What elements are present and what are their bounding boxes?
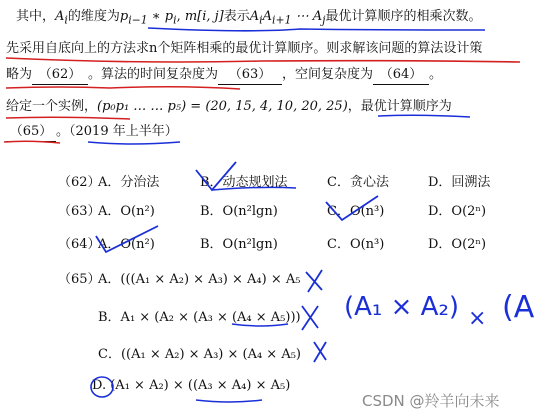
underline-blue-year — [88, 142, 180, 144]
problem-line-2: 略为 （62） 。算法的时间复杂度为 （63） ，空间复杂度为 （64） 。 — [6, 66, 442, 85]
cross-q65a — [306, 270, 322, 292]
q64-option-a[interactable]: A．O(n²) — [98, 237, 155, 252]
matrix-var: $A_i$ — [55, 9, 68, 27]
underline-red-3 — [6, 117, 130, 119]
q65-option-a[interactable]: A．(((A₁ × A₂) × A₃) × A₄) × A₅ — [98, 272, 301, 287]
source-note: 。（2019 年上半年） — [56, 124, 178, 139]
instance-line-2 — [6, 123, 178, 142]
q65-option-b[interactable]: B．A₁ × (A₂ × (A₃ × (A₄ × A₅))) — [98, 310, 301, 325]
q65-label: （65） — [58, 272, 101, 287]
instance-line: 给定一个实例，(p₀p₁ … … p₅) = (20, 15, 4, 10, 20, 25)，最优计算顺序为 — [6, 99, 452, 114]
intro-prefix: 其中， — [16, 9, 56, 24]
q64-label: （64） — [58, 237, 101, 252]
dims-tuple: (p₀p₁ … … p₅) = (20, 15, 4, 10, 20, 25) — [97, 99, 348, 114]
cross-q65b — [302, 306, 318, 330]
underline-q65d — [196, 400, 262, 402]
blank-63: （63） — [218, 66, 282, 85]
chain-expr: $A_iA_{i+1}$ ⋯ $A_j$ — [249, 9, 326, 27]
problem-line-1: 先采用自底向上的方法求n个矩阵相乘的最优计算顺序。则求解该问题的算法设计策 — [6, 41, 483, 56]
m-ij: m[i, j] — [184, 9, 224, 24]
hand-times: × — [468, 306, 487, 331]
q65-option-d[interactable] — [92, 378, 290, 393]
cross-q65c — [314, 342, 326, 362]
q65-option-c[interactable]: C．((A₁ × A₂) × A₃) × (A₄ × A₅) — [98, 347, 302, 362]
q62-label: （62） — [58, 175, 101, 190]
q63-option-d[interactable]: D．O(2ⁿ) — [428, 204, 487, 219]
rep-text: 表示 — [223, 9, 250, 24]
dims-expr: $p_{i-1}$ ∗ $p_i$ — [119, 9, 177, 27]
q62-option-a[interactable]: A．分治法 — [98, 175, 160, 190]
q63-option-b[interactable]: B．O(n²lgn) — [200, 204, 278, 219]
q63-option-c[interactable]: C．O(n³) — [327, 204, 385, 219]
q63-option-a[interactable]: A．O(n²) — [98, 204, 155, 219]
q62-option-c[interactable]: C．贪心法 — [327, 175, 389, 190]
blank-62: （62） — [32, 66, 88, 85]
intro-line-1: 其中，$A_i$的维度为$p_{i-1}$ ∗ $p_i$, m[i, j]表示$A_iA_{i+1}$ ⋯ $A_j$最优计算顺序的相乘次数。 — [16, 9, 482, 27]
q62-option-b[interactable]: B．动态规划法 — [200, 175, 288, 190]
underline-red-2 — [6, 87, 240, 89]
blank-65: （65） — [6, 123, 56, 142]
underline-red-1 — [6, 58, 520, 62]
intro-suffix: 最优计算顺序的相乘次数。 — [325, 9, 482, 24]
q65-option-d-letter: D. — [92, 378, 107, 393]
q63-label: （63） — [58, 204, 101, 219]
hand-expr-1: (A₁ × A₂) — [344, 292, 460, 322]
dim-text: 的维度为 — [67, 9, 120, 24]
q62-option-d[interactable]: D．回溯法 — [428, 175, 491, 190]
q64-option-d[interactable]: D．O(2ⁿ) — [428, 237, 487, 252]
watermark: CSDN @羚羊向未来 — [362, 392, 500, 410]
q64-option-c[interactable]: C．O(n³) — [327, 237, 385, 252]
q64-option-b[interactable]: B．O(n²lgn) — [200, 237, 278, 252]
blank-64: （64） — [373, 66, 429, 85]
hand-expr-2: (A — [502, 290, 535, 325]
q65-option-d-expr: (A₁ × A₂) × ((A₃ × A₄) × A₅) — [110, 378, 291, 393]
